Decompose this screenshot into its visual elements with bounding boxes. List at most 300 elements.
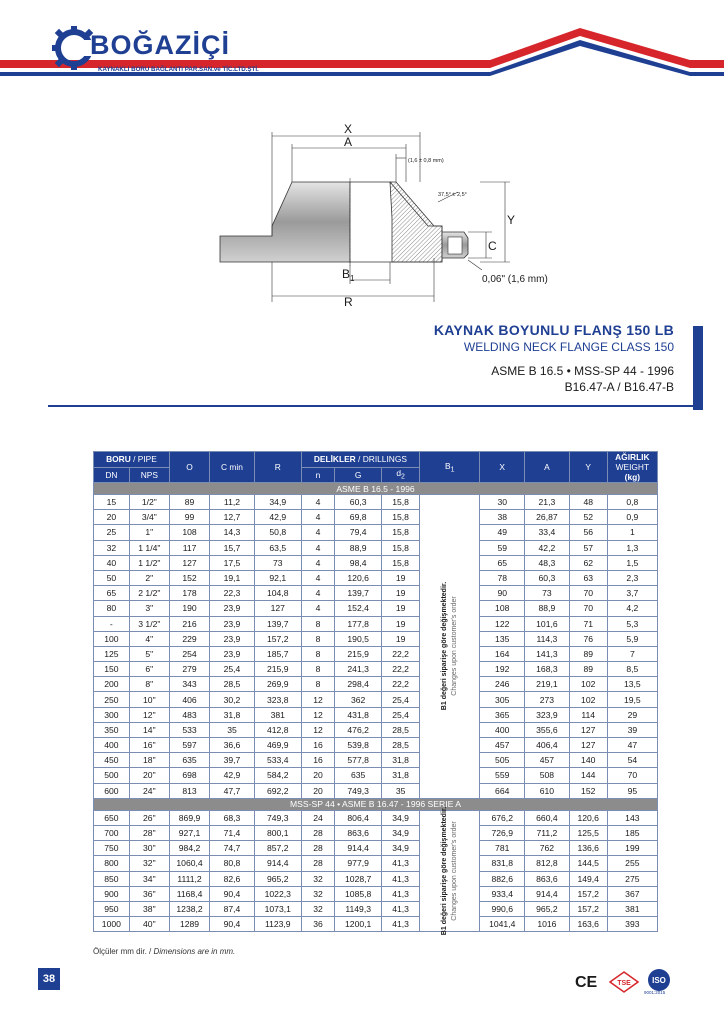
table-cell: 298,4 (335, 677, 382, 692)
table-cell: 24 (301, 810, 335, 825)
table-cell: 711,2 (525, 825, 570, 840)
table-cell: 57 (569, 540, 607, 555)
table-cell: 3/4" (129, 510, 169, 525)
table-cell: 8,5 (607, 662, 657, 677)
header-x: X (480, 452, 525, 483)
table-cell: 30,2 (210, 692, 255, 707)
table-cell: 990,6 (480, 901, 525, 916)
table-cell: 0,9 (607, 510, 657, 525)
title-block (434, 322, 674, 394)
table-cell: 157,2 (569, 901, 607, 916)
table-cell: 19,1 (210, 570, 255, 585)
dim-a-label: A (344, 135, 353, 149)
dim-bottom-note: 0,06" (1,6 mm) (482, 274, 548, 285)
table-cell: 54 (607, 753, 657, 768)
svg-text:TSE: TSE (617, 980, 631, 987)
table-cell: 355,6 (525, 722, 570, 737)
table-cell: 365 (480, 707, 525, 722)
table-row (94, 601, 658, 616)
table-row (94, 570, 658, 585)
dim-b1-label: $B_1$ (342, 267, 355, 283)
table-cell: 20" (129, 768, 169, 783)
table-cell: 1200,1 (335, 917, 382, 932)
table-row (94, 768, 658, 783)
units-note: Ölçüler mm dir. / Dimensions are in mm. (93, 947, 236, 956)
table-row (94, 738, 658, 753)
table-cell: 78 (480, 570, 525, 585)
table-cell: 343 (169, 677, 209, 692)
table-cell: 650 (94, 810, 130, 825)
table-cell: 431,8 (335, 707, 382, 722)
table-row (94, 525, 658, 540)
table-cell: 300 (94, 707, 130, 722)
table-cell: 31,8 (382, 768, 420, 783)
table-cell: 863,6 (335, 825, 382, 840)
table-cell: 102 (569, 692, 607, 707)
table-cell: 65 (480, 555, 525, 570)
table-row (94, 677, 658, 692)
header-b1: $B_1$ (420, 452, 480, 483)
table-cell: 143 (607, 810, 657, 825)
table-cell: 8 (301, 646, 335, 661)
b1-note-tr: B1 değeri siparişe göre değişmektedir. (440, 582, 448, 711)
table-cell: 927,1 (169, 825, 209, 840)
table-row (94, 586, 658, 601)
table-cell: 25,4 (382, 692, 420, 707)
table-cell: 22,3 (210, 586, 255, 601)
table-cell: 977,9 (335, 856, 382, 871)
table-row (94, 901, 658, 916)
table-cell: 914,4 (525, 886, 570, 901)
table-cell: 692,2 (254, 783, 301, 798)
table-cell: 26" (129, 810, 169, 825)
table-cell: 31,8 (210, 707, 255, 722)
table-cell: 32 (301, 901, 335, 916)
table-cell: 15,8 (382, 495, 420, 510)
table-cell: 56 (569, 525, 607, 540)
table-cell: 15,8 (382, 525, 420, 540)
table-cell: 1/2" (129, 495, 169, 510)
table-cell: 200 (94, 677, 130, 692)
table-cell: 914,4 (335, 841, 382, 856)
table-cell: 660,4 (525, 810, 570, 825)
table-cell: 1022,3 (254, 886, 301, 901)
table-cell: 5" (129, 646, 169, 661)
svg-text:ISO: ISO (652, 976, 666, 985)
table-cell: 500 (94, 768, 130, 783)
table-cell: 168,3 (525, 662, 570, 677)
table-cell: 42,2 (525, 540, 570, 555)
table-cell: 850 (94, 871, 130, 886)
page-number: 38 (38, 968, 60, 990)
header-a: A (525, 452, 570, 483)
table-cell: 25,4 (210, 662, 255, 677)
table-row (94, 856, 658, 871)
table-cell: 70 (607, 768, 657, 783)
table-cell: 120,6 (335, 570, 382, 585)
table-cell: 28 (301, 841, 335, 856)
table-cell: 219,1 (525, 677, 570, 692)
table-cell: 139,7 (254, 616, 301, 631)
table-cell: 32 (301, 871, 335, 886)
table-cell: 108 (480, 601, 525, 616)
table-cell: 1016 (525, 917, 570, 932)
table-cell: 28 (301, 825, 335, 840)
table-cell: 34,9 (382, 825, 420, 840)
table-cell: 559 (480, 768, 525, 783)
table-cell: 8 (301, 616, 335, 631)
table-cell: 882,6 (480, 871, 525, 886)
header-g: G (335, 467, 382, 483)
table-cell: 577,8 (335, 753, 382, 768)
table-cell: 469,9 (254, 738, 301, 753)
table-cell: 12" (129, 707, 169, 722)
table-cell: 76 (569, 631, 607, 646)
table-cell: 90 (480, 586, 525, 601)
table-cell: 12 (301, 722, 335, 737)
table-cell: 41,3 (382, 886, 420, 901)
dim-y-label: Y (507, 213, 516, 227)
table-cell: 47,7 (210, 783, 255, 798)
table-cell: 22,2 (382, 646, 420, 661)
table-cell: 49 (480, 525, 525, 540)
table-cell: 1 1/2" (129, 555, 169, 570)
table-cell: 34" (129, 871, 169, 886)
table-cell: 14,3 (210, 525, 255, 540)
ce-mark: CE (575, 974, 598, 991)
table-cell: 1060,4 (169, 856, 209, 871)
table-cell: 505 (480, 753, 525, 768)
table-cell: 635 (169, 753, 209, 768)
table-cell: 2" (129, 570, 169, 585)
table-cell: 114 (569, 707, 607, 722)
table-cell: 25,4 (382, 707, 420, 722)
table-row (94, 871, 658, 886)
table-cell: 1085,8 (335, 886, 382, 901)
table-cell: 152 (569, 783, 607, 798)
table-cell: 40 (94, 555, 130, 570)
table-cell: 19,5 (607, 692, 657, 707)
table-cell: 141,3 (525, 646, 570, 661)
table-cell: 750 (94, 841, 130, 856)
table-cell: 63 (569, 570, 607, 585)
table-cell: 135 (480, 631, 525, 646)
table-cell: 16 (301, 753, 335, 768)
table-cell: 122 (480, 616, 525, 631)
table-cell: 14" (129, 722, 169, 737)
table-cell: 28,5 (382, 722, 420, 737)
table-cell: 584,2 (254, 768, 301, 783)
table-cell: 3,7 (607, 586, 657, 601)
table-cell: 1 1/4" (129, 540, 169, 555)
certifications (575, 966, 675, 1002)
table-cell: 533 (169, 722, 209, 737)
table-cell: 1123,9 (254, 917, 301, 932)
table-cell: 28" (129, 825, 169, 840)
table-cell: 965,2 (254, 871, 301, 886)
table-cell: 476,2 (335, 722, 382, 737)
table-cell: 450 (94, 753, 130, 768)
dim-angle-label: 37,5° ± 2,5° (438, 192, 467, 198)
table-cell: 275 (607, 871, 657, 886)
flange-drawing (210, 118, 570, 308)
table-row (94, 662, 658, 677)
dim-tolerance-label: (1,6 ± 0,8 mm) (408, 158, 444, 164)
table-cell: 5,9 (607, 631, 657, 646)
table-cell: 92,1 (254, 570, 301, 585)
table-cell: 117 (169, 540, 209, 555)
table-cell: 71 (569, 616, 607, 631)
table-cell: 12 (301, 692, 335, 707)
section-title: ASME B 16.5 - 1996 (94, 483, 658, 495)
table-cell: 178 (169, 586, 209, 601)
table-cell: 229 (169, 631, 209, 646)
dim-r-label: R (344, 295, 353, 308)
table-cell: 806,4 (335, 810, 382, 825)
b1-note-en: Changes upon customer's order (450, 821, 458, 921)
table-cell: 32 (94, 540, 130, 555)
table-cell: 508 (525, 768, 570, 783)
product-subtitle: WELDING NECK FLANGE CLASS 150 (463, 340, 674, 354)
logo-name: BOĞAZİÇİ (90, 30, 230, 60)
table-cell: 38" (129, 901, 169, 916)
table-cell: 157,2 (569, 886, 607, 901)
table-cell: 125 (94, 646, 130, 661)
table-cell: 279 (169, 662, 209, 677)
header-d2: $d_2$ (382, 467, 420, 483)
table-cell: 50,8 (254, 525, 301, 540)
table-cell: 41,3 (382, 901, 420, 916)
header-r: R (254, 452, 301, 483)
table-cell: 19 (382, 631, 420, 646)
table-cell: 781 (480, 841, 525, 856)
table-cell: 269,9 (254, 677, 301, 692)
table-cell: 483 (169, 707, 209, 722)
table-cell: 15,8 (382, 555, 420, 570)
table-cell: 1041,4 (480, 917, 525, 932)
table-cell: 215,9 (335, 646, 382, 661)
table-cell: 254 (169, 646, 209, 661)
table-cell: 23,9 (210, 601, 255, 616)
table-cell: 60,3 (335, 495, 382, 510)
table-cell: 965,2 (525, 901, 570, 916)
table-cell: 127 (254, 601, 301, 616)
table-cell: 533,4 (254, 753, 301, 768)
table-cell: 36" (129, 886, 169, 901)
table-cell: 28,5 (210, 677, 255, 692)
table-cell: 95 (607, 783, 657, 798)
header-nps: NPS (129, 467, 169, 483)
table-cell: 457 (525, 753, 570, 768)
table-cell: 114,3 (525, 631, 570, 646)
b1-note-cell (420, 806, 480, 936)
table-cell: 1073,1 (254, 901, 301, 916)
table-cell: 1149,3 (335, 901, 382, 916)
header-y: Y (569, 452, 607, 483)
table-cell: 600 (94, 783, 130, 798)
table-cell: 164 (480, 646, 525, 661)
table-cell: 350 (94, 722, 130, 737)
table-cell: 10" (129, 692, 169, 707)
table-cell: 367 (607, 886, 657, 901)
table-cell: 62 (569, 555, 607, 570)
table-cell: 34,9 (382, 841, 420, 856)
table-cell: 1,5 (607, 555, 657, 570)
table-cell: 15,7 (210, 540, 255, 555)
table-cell: 8 (301, 662, 335, 677)
table-cell: 17,5 (210, 555, 255, 570)
header-c-min: C min (210, 452, 255, 483)
table-cell: 68,3 (210, 810, 255, 825)
dim-x-label: X (344, 122, 353, 136)
table-cell: 255 (607, 856, 657, 871)
table-cell: 32 (301, 886, 335, 901)
table-cell: 22,2 (382, 677, 420, 692)
table-cell: 30" (129, 841, 169, 856)
table-cell: 362 (335, 692, 382, 707)
table-cell: 4 (301, 495, 335, 510)
table-cell: 41,3 (382, 871, 420, 886)
table-cell: 13,5 (607, 677, 657, 692)
table-cell: 140 (569, 753, 607, 768)
table-cell: 120,6 (569, 810, 607, 825)
table-cell: 20 (94, 510, 130, 525)
table-cell: 597 (169, 738, 209, 753)
table-cell: 32" (129, 856, 169, 871)
table-cell: 149,4 (569, 871, 607, 886)
table-cell: 15 (94, 495, 130, 510)
table-cell: 88,9 (335, 540, 382, 555)
table-cell: 152 (169, 570, 209, 585)
divider-line (48, 405, 700, 407)
table-cell: 65 (94, 586, 130, 601)
table-row (94, 825, 658, 840)
table-cell: 4 (301, 525, 335, 540)
table-cell: 139,7 (335, 586, 382, 601)
table-cell: 74,7 (210, 841, 255, 856)
table-cell: 177,8 (335, 616, 382, 631)
table-cell: 323,9 (525, 707, 570, 722)
table-cell: 1289 (169, 917, 209, 932)
table-row (94, 722, 658, 737)
table-cell: 1,3 (607, 540, 657, 555)
table-cell: 19 (382, 570, 420, 585)
table-cell: 26,87 (525, 510, 570, 525)
table-cell: 5,3 (607, 616, 657, 631)
table-cell: 101,6 (525, 616, 570, 631)
table-cell: 42,9 (254, 510, 301, 525)
table-cell: 664 (480, 783, 525, 798)
table-cell: 190 (169, 601, 209, 616)
table-cell: 863,6 (525, 871, 570, 886)
table-cell: 59 (480, 540, 525, 555)
table-cell: 185 (607, 825, 657, 840)
table-row (94, 631, 658, 646)
table-cell: 23,9 (210, 646, 255, 661)
table-cell: 8 (301, 677, 335, 692)
table-cell: 4 (301, 586, 335, 601)
table-cell: 71,4 (210, 825, 255, 840)
table-cell: 102 (569, 677, 607, 692)
table-cell: 192 (480, 662, 525, 677)
table-cell: 21,3 (525, 495, 570, 510)
table-cell: - (94, 616, 130, 631)
table-cell: 89 (169, 495, 209, 510)
table-cell: 2 1/2" (129, 586, 169, 601)
flange-body-left (220, 182, 350, 262)
table-cell: 52 (569, 510, 607, 525)
table-cell: 8 (301, 631, 335, 646)
table-cell: 7 (607, 646, 657, 661)
table-cell: 190,5 (335, 631, 382, 646)
table-cell: 18" (129, 753, 169, 768)
table-cell: 400 (480, 722, 525, 737)
table-cell: 1111,2 (169, 871, 209, 886)
table-row (94, 841, 658, 856)
table-cell: 29 (607, 707, 657, 722)
dimension-table (93, 451, 658, 936)
header-weight: AĞIRLIK WEIGHT (kg) (607, 452, 657, 483)
table-cell: 19 (382, 601, 420, 616)
table-cell: 39 (607, 722, 657, 737)
table-cell: 63,5 (254, 540, 301, 555)
product-title: KAYNAK BOYUNLU FLANŞ 150 LB (433, 322, 674, 338)
table-cell: 323,8 (254, 692, 301, 707)
table-cell: 36,6 (210, 738, 255, 753)
dim-c-label: C (488, 239, 497, 253)
table-cell: 73 (254, 555, 301, 570)
table-cell: 800,1 (254, 825, 301, 840)
table-cell: 869,9 (169, 810, 209, 825)
table-cell: 127 (569, 722, 607, 737)
section-header-row (94, 483, 658, 495)
table-cell: 393 (607, 917, 657, 932)
table-cell: 22,2 (382, 662, 420, 677)
table-cell: 16 (301, 738, 335, 753)
table-cell: 381 (607, 901, 657, 916)
table-cell: 3" (129, 601, 169, 616)
table-cell: 1" (129, 525, 169, 540)
table-cell: 150 (94, 662, 130, 677)
table-cell: 2,3 (607, 570, 657, 585)
table-cell: 90,4 (210, 886, 255, 901)
table-cell: 12 (301, 707, 335, 722)
table-cell: 406 (169, 692, 209, 707)
table-cell: 36 (301, 917, 335, 932)
table-cell: 412,8 (254, 722, 301, 737)
table-cell: 199 (607, 841, 657, 856)
section-header-row (94, 798, 658, 810)
table-cell: 47 (607, 738, 657, 753)
table-row (94, 646, 658, 661)
table-cell: 144,5 (569, 856, 607, 871)
table-cell: 4 (301, 510, 335, 525)
table-cell: 38 (480, 510, 525, 525)
table-cell: 30 (480, 495, 525, 510)
table-cell: 23,9 (210, 631, 255, 646)
page-header (0, 0, 724, 100)
table-cell: 70 (569, 601, 607, 616)
table-cell: 11,2 (210, 495, 255, 510)
table-cell: 73 (525, 586, 570, 601)
table-cell: 762 (525, 841, 570, 856)
header-o: O (169, 452, 209, 483)
table-cell: 69,8 (335, 510, 382, 525)
table-cell: 6" (129, 662, 169, 677)
table-cell: 216 (169, 616, 209, 631)
table-row (94, 495, 658, 510)
table-cell: 950 (94, 901, 130, 916)
